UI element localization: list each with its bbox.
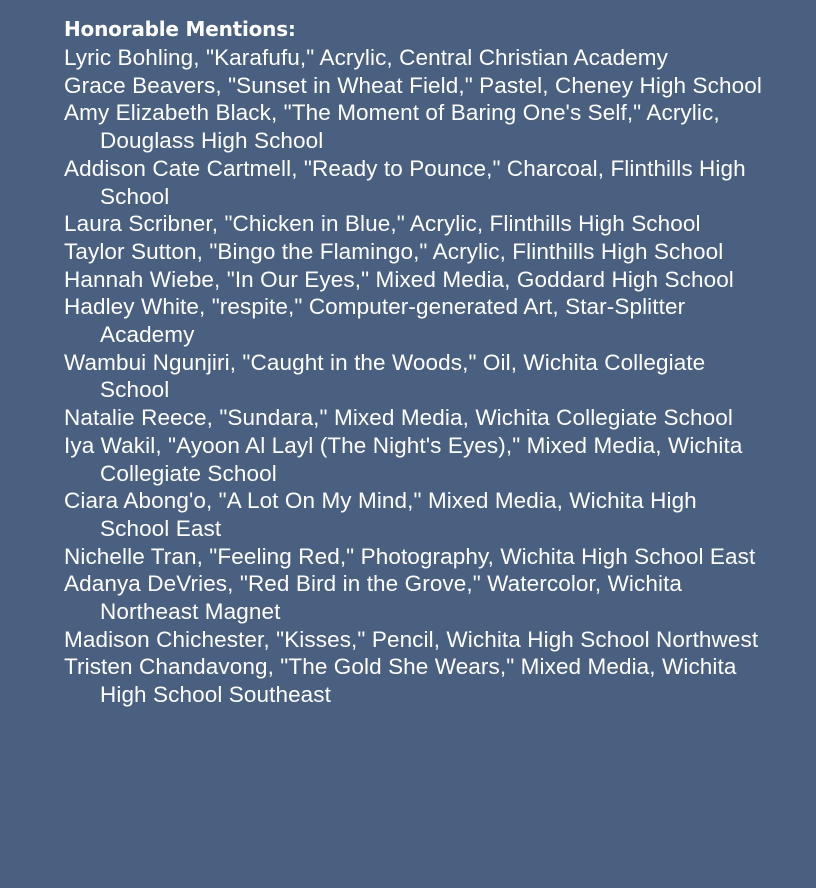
honorable-mentions-section (64, 16, 764, 709)
list-item: Iya Wakil, "Ayoon Al Layl (The Night's Eyes)," Mixed Media, Wichita Collegiate School (64, 432, 743, 486)
list-item: Ciara Abong'o, "A Lot On My Mind," Mixed Media, Wichita High School East (64, 488, 697, 541)
entries-list (64, 44, 764, 709)
list-item: Madison Chichester, "Kisses," Pencil, Wichita High School Northwest (64, 626, 759, 652)
list-item: Laura Scribner, "Chicken in Blue," Acrylic, Flinthills High School (64, 211, 701, 237)
list-item: Hannah Wiebe, "In Our Eyes," Mixed Media, Goddard High School (64, 266, 734, 292)
list-item: Taylor Sutton, "Bingo the Flamingo," Acrylic, Flinthills High School (64, 238, 724, 264)
list-item: Natalie Reece, "Sundara," Mixed Media, Wichita Collegiate School (64, 405, 733, 431)
list-item: Addison Cate Cartmell, "Ready to Pounce," Charcoal, Flinthills High School (64, 155, 746, 209)
list-item: Lyric Bohling, "Karafufu," Acrylic, Central Christian Academy (64, 45, 668, 70)
list-item: Hadley White, "respite," Computer-generated Art, Star-Splitter Academy (64, 294, 686, 348)
list-item: Grace Beavers, "Sunset in Wheat Field," Pastel, Cheney High School (64, 72, 762, 98)
list-item: Tristen Chandavong, "The Gold She Wears," Mixed Media, Wichita High School Southeast (64, 654, 737, 708)
list-item: Wambui Ngunjiri, "Caught in the Woods," Oil, Wichita Collegiate School (64, 349, 706, 403)
list-item: Adanya DeVries, "Red Bird in the Grove," Watercolor, Wichita Northeast Magnet (64, 571, 683, 625)
section-heading: Honorable Mentions: (64, 17, 296, 41)
list-item: Amy Elizabeth Black, "The Moment of Baring One's Self," Acrylic, Douglass High School (64, 100, 720, 154)
list-item: Nichelle Tran, "Feeling Red," Photography, Wichita High School East (64, 543, 756, 569)
